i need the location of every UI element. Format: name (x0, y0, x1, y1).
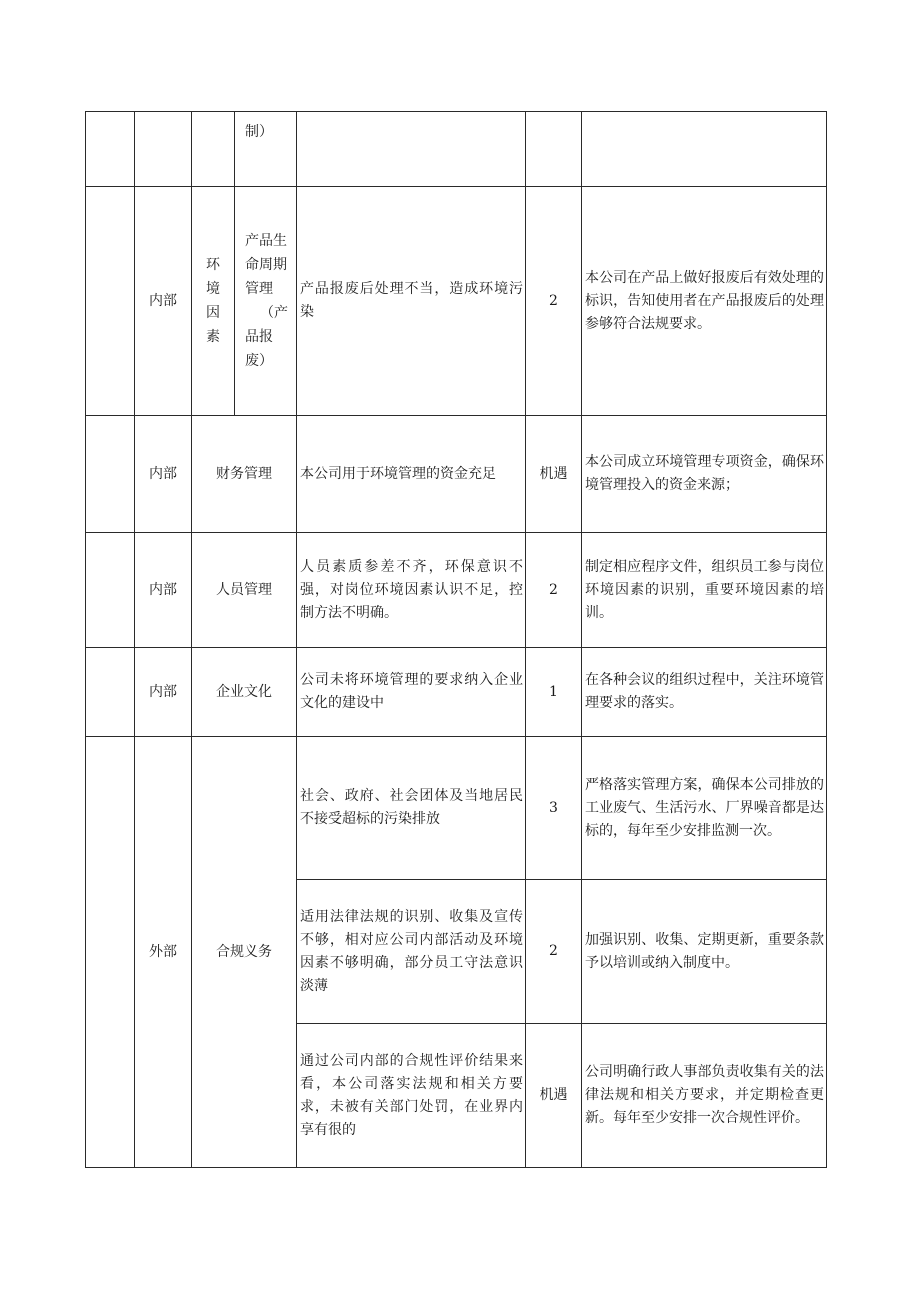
table-row (86, 648, 827, 737)
table-row (86, 112, 827, 187)
issue-cell (297, 112, 526, 187)
measure-cell: 在各种会议的组织过程中，关注环境管理要求的落实。 (582, 648, 827, 737)
category-cell: 企业文化 (192, 648, 297, 737)
blank-cell (86, 112, 135, 187)
blank-cell (86, 737, 135, 1168)
issue-cell: 人员素质参差不齐，环保意识不强，对岗位环境因素认识不足，控制方法不明确。 (297, 533, 526, 648)
measure-cell: 制定相应程序文件，组织员工参与岗位环境因素的识别，重要环境因素的培训。 (582, 533, 827, 648)
level-cell: 3 (526, 737, 582, 880)
issue-cell: 社会、政府、社会团体及当地居民不接受超标的污染排放 (297, 737, 526, 880)
level-cell: 2 (526, 880, 582, 1024)
blank-cell (135, 112, 192, 187)
table-row (86, 737, 827, 880)
level-cell: 机遇 (526, 1024, 582, 1168)
table-row (86, 533, 827, 648)
side-cell: 外部 (135, 737, 192, 1168)
category-cell: 财务管理 (192, 416, 297, 533)
issue-cell: 通过公司内部的合规性评价结果来看，本公司落实法规和相关方要求，未被有关部门处罚，在业界内享有很的 (297, 1024, 526, 1168)
subcategory-continuation: 制） (235, 112, 297, 187)
level-cell: 1 (526, 648, 582, 737)
measure-cell: 本公司成立环境管理专项资金，确保环境管理投入的资金来源； (582, 416, 827, 533)
measure-cell: 严格落实管理方案，确保本公司排放的工业废气、生活污水、厂界噪音都是达标的，每年至少安排监测一次。 (582, 737, 827, 880)
measure-cell: 加强识别、收集、定期更新，重要条款予以培训或纳入制度中。 (582, 880, 827, 1024)
category-cell: 人员管理 (192, 533, 297, 648)
category-cell: 合规义务 (192, 737, 297, 1168)
measure-cell: 公司明确行政人事部负责收集有关的法律法规和相关方要求，并定期检查更新。每年至少安排一次合规性评价。 (582, 1024, 827, 1168)
measure-cell (582, 112, 827, 187)
category-cell: 环 境 因 素 (192, 187, 235, 416)
table-row (86, 416, 827, 533)
issue-cell: 适用法律法规的识别、收集及宣传不够，相对应公司内部活动及环境因素不够明确，部分员工守法意识淡薄 (297, 880, 526, 1024)
side-cell: 内部 (135, 533, 192, 648)
level-cell: 2 (526, 187, 582, 416)
level-cell (526, 112, 582, 187)
issue-cell: 产品报废后处理不当，造成环境污染 (297, 187, 526, 416)
blank-cell (192, 112, 235, 187)
side-cell: 内部 (135, 648, 192, 737)
level-cell: 机遇 (526, 416, 582, 533)
level-cell: 2 (526, 533, 582, 648)
table-row (86, 187, 827, 416)
blank-cell (86, 187, 135, 416)
measure-cell: 本公司在产品上做好报废后有效处理的标识，告知使用者在产品报废后的处理参够符合法规要求。 (582, 187, 827, 416)
side-cell: 内部 (135, 416, 192, 533)
issue-cell: 本公司用于环境管理的资金充足 (297, 416, 526, 533)
issue-cell: 公司未将环境管理的要求纳入企业文化的建设中 (297, 648, 526, 737)
side-cell: 内部 (135, 187, 192, 416)
environment-risk-table (85, 111, 827, 1168)
subcategory-cell: 产品生 命周期 管理 （产 品报 废） (235, 187, 297, 416)
blank-cell (86, 416, 135, 533)
blank-cell (86, 648, 135, 737)
blank-cell (86, 533, 135, 648)
